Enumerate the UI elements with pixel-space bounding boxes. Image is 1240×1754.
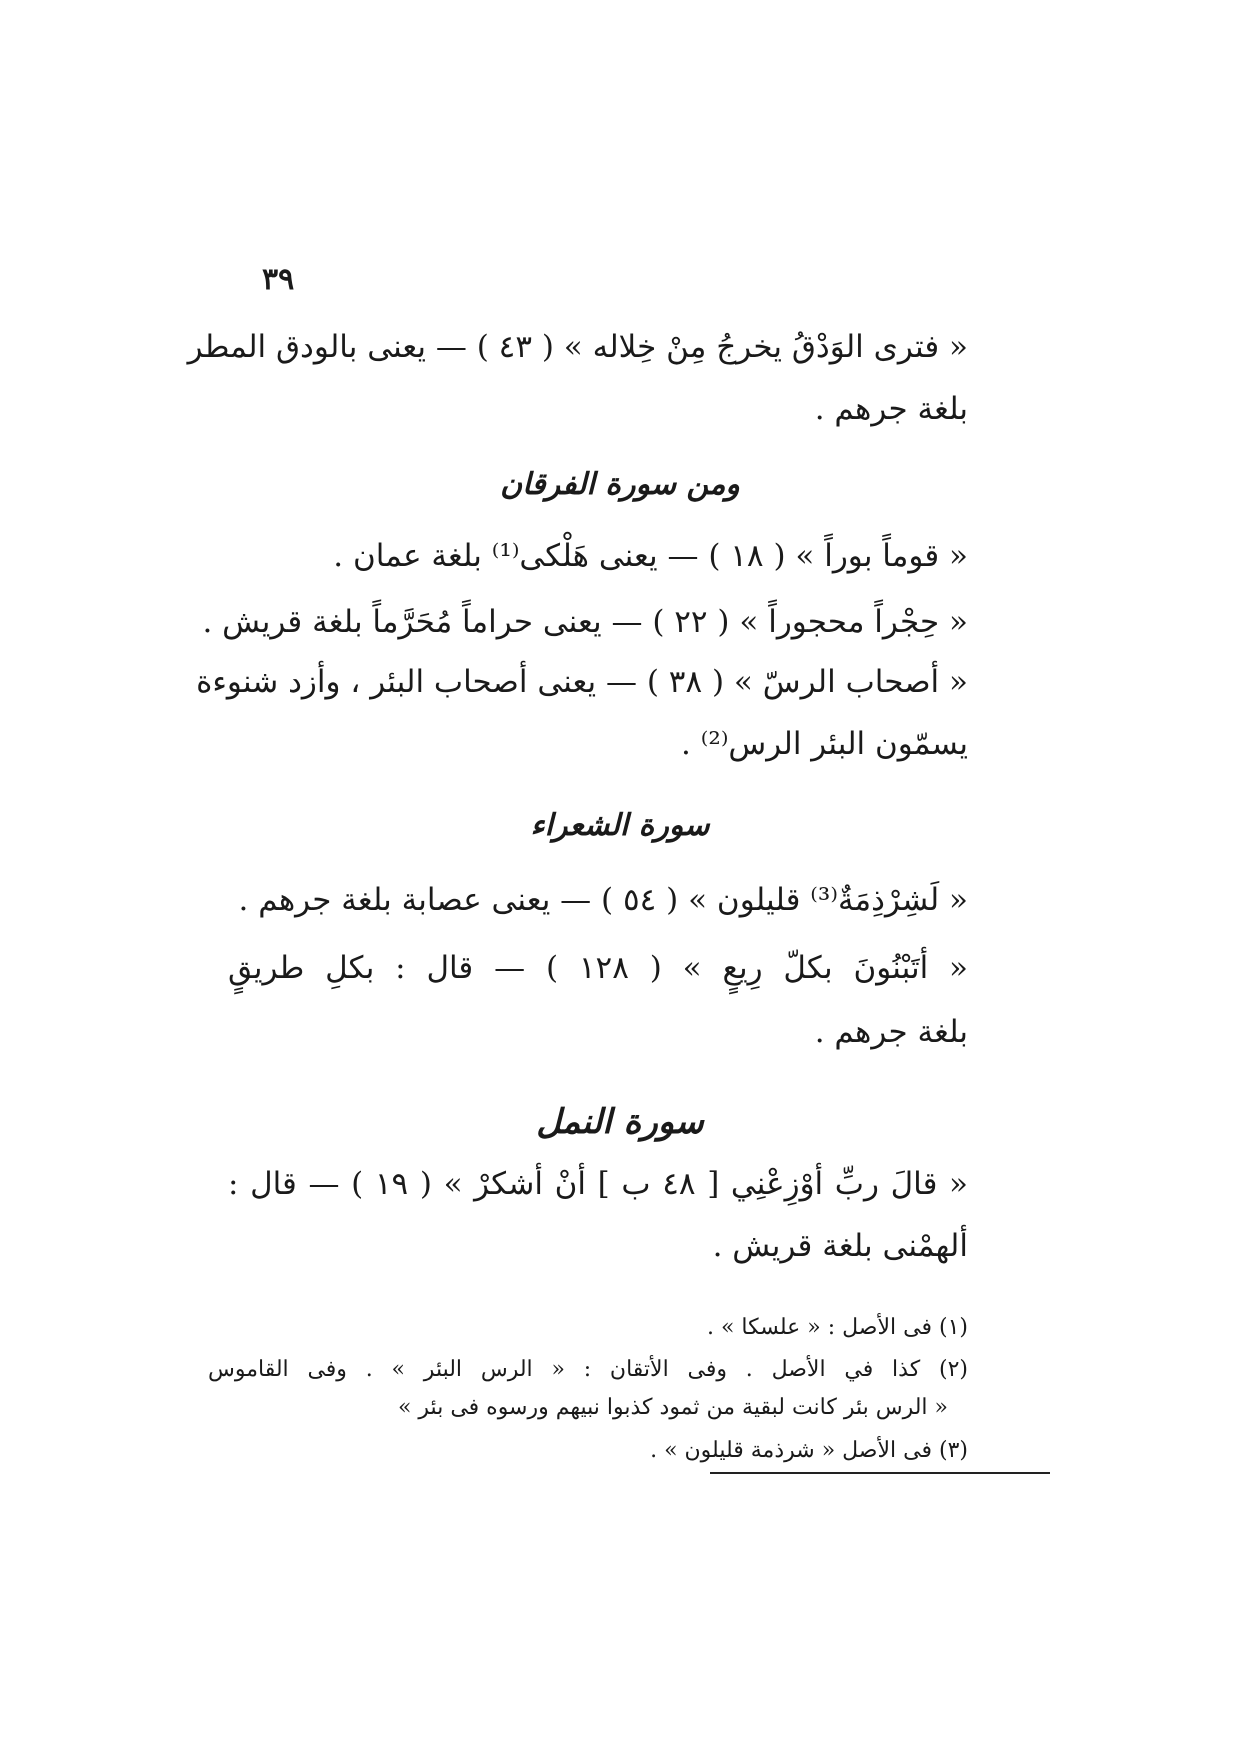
section-heading-furqan: ومن سورة الفرقان	[500, 467, 740, 502]
text-line: « فترى الوَدْقُ يخرجُ مِنْ خِلاله » ( ٤٣ ) — يعنى بالودق المطر	[187, 329, 968, 365]
footnote-separator	[710, 1472, 1050, 1474]
text-line: ألهمْنى بلغة قريش .	[712, 1228, 968, 1264]
text-line: « قوماً بوراً » ( ١٨ ) — يعنى هَلْكى⁽¹⁾ بلغة عمان .	[333, 538, 968, 574]
footnote: (٣) فى الأصل « شرذمة قليلون » .	[650, 1438, 968, 1463]
text-line: « أتَبْنُونَ بكلّ رِيعٍ » ( ١٢٨ ) — قال : بكلِ طريقٍ	[228, 950, 968, 986]
section-heading-naml: سورة النمل	[536, 1102, 704, 1142]
page-number: ٣٩	[262, 262, 295, 297]
text-line: بلغة جرهم .	[814, 391, 968, 427]
text-line: « أصحاب الرسّ » ( ٣٨ ) — يعنى أصحاب البئر ، وأزد شنوءة	[196, 664, 968, 700]
footnote-continuation: « الرس بئر كانت لبقية من ثمود كذبوا نبيهم ورسوه فى بئر »	[397, 1395, 948, 1420]
text-line: « حِجْراً محجوراً » ( ٢٢ ) — يعنى حراماً مُحَرَّماً بلغة قريش .	[202, 604, 968, 640]
text-line: « قالَ ربِّ أوْزِعْنِي [ ٤٨ ب ] أنْ أشكرْ » ( ١٩ ) — قال :	[228, 1166, 968, 1202]
text-line: بلغة جرهم .	[814, 1014, 968, 1050]
text-line: « لَشِرْذِمَةٌ⁽³⁾ قليلون » ( ٥٤ ) — يعنى عصابة بلغة جرهم .	[238, 882, 968, 918]
section-heading-shuara: سورة الشعراء	[530, 808, 710, 843]
text-line: يسمّون البئر الرس⁽²⁾ .	[681, 726, 968, 762]
footnote: (٢) كذا في الأصل . وفى الأتقان : « الرس البئر » . وفى القاموس	[208, 1357, 968, 1382]
footnote: (١) فى الأصل : « علسكا » .	[706, 1315, 968, 1340]
